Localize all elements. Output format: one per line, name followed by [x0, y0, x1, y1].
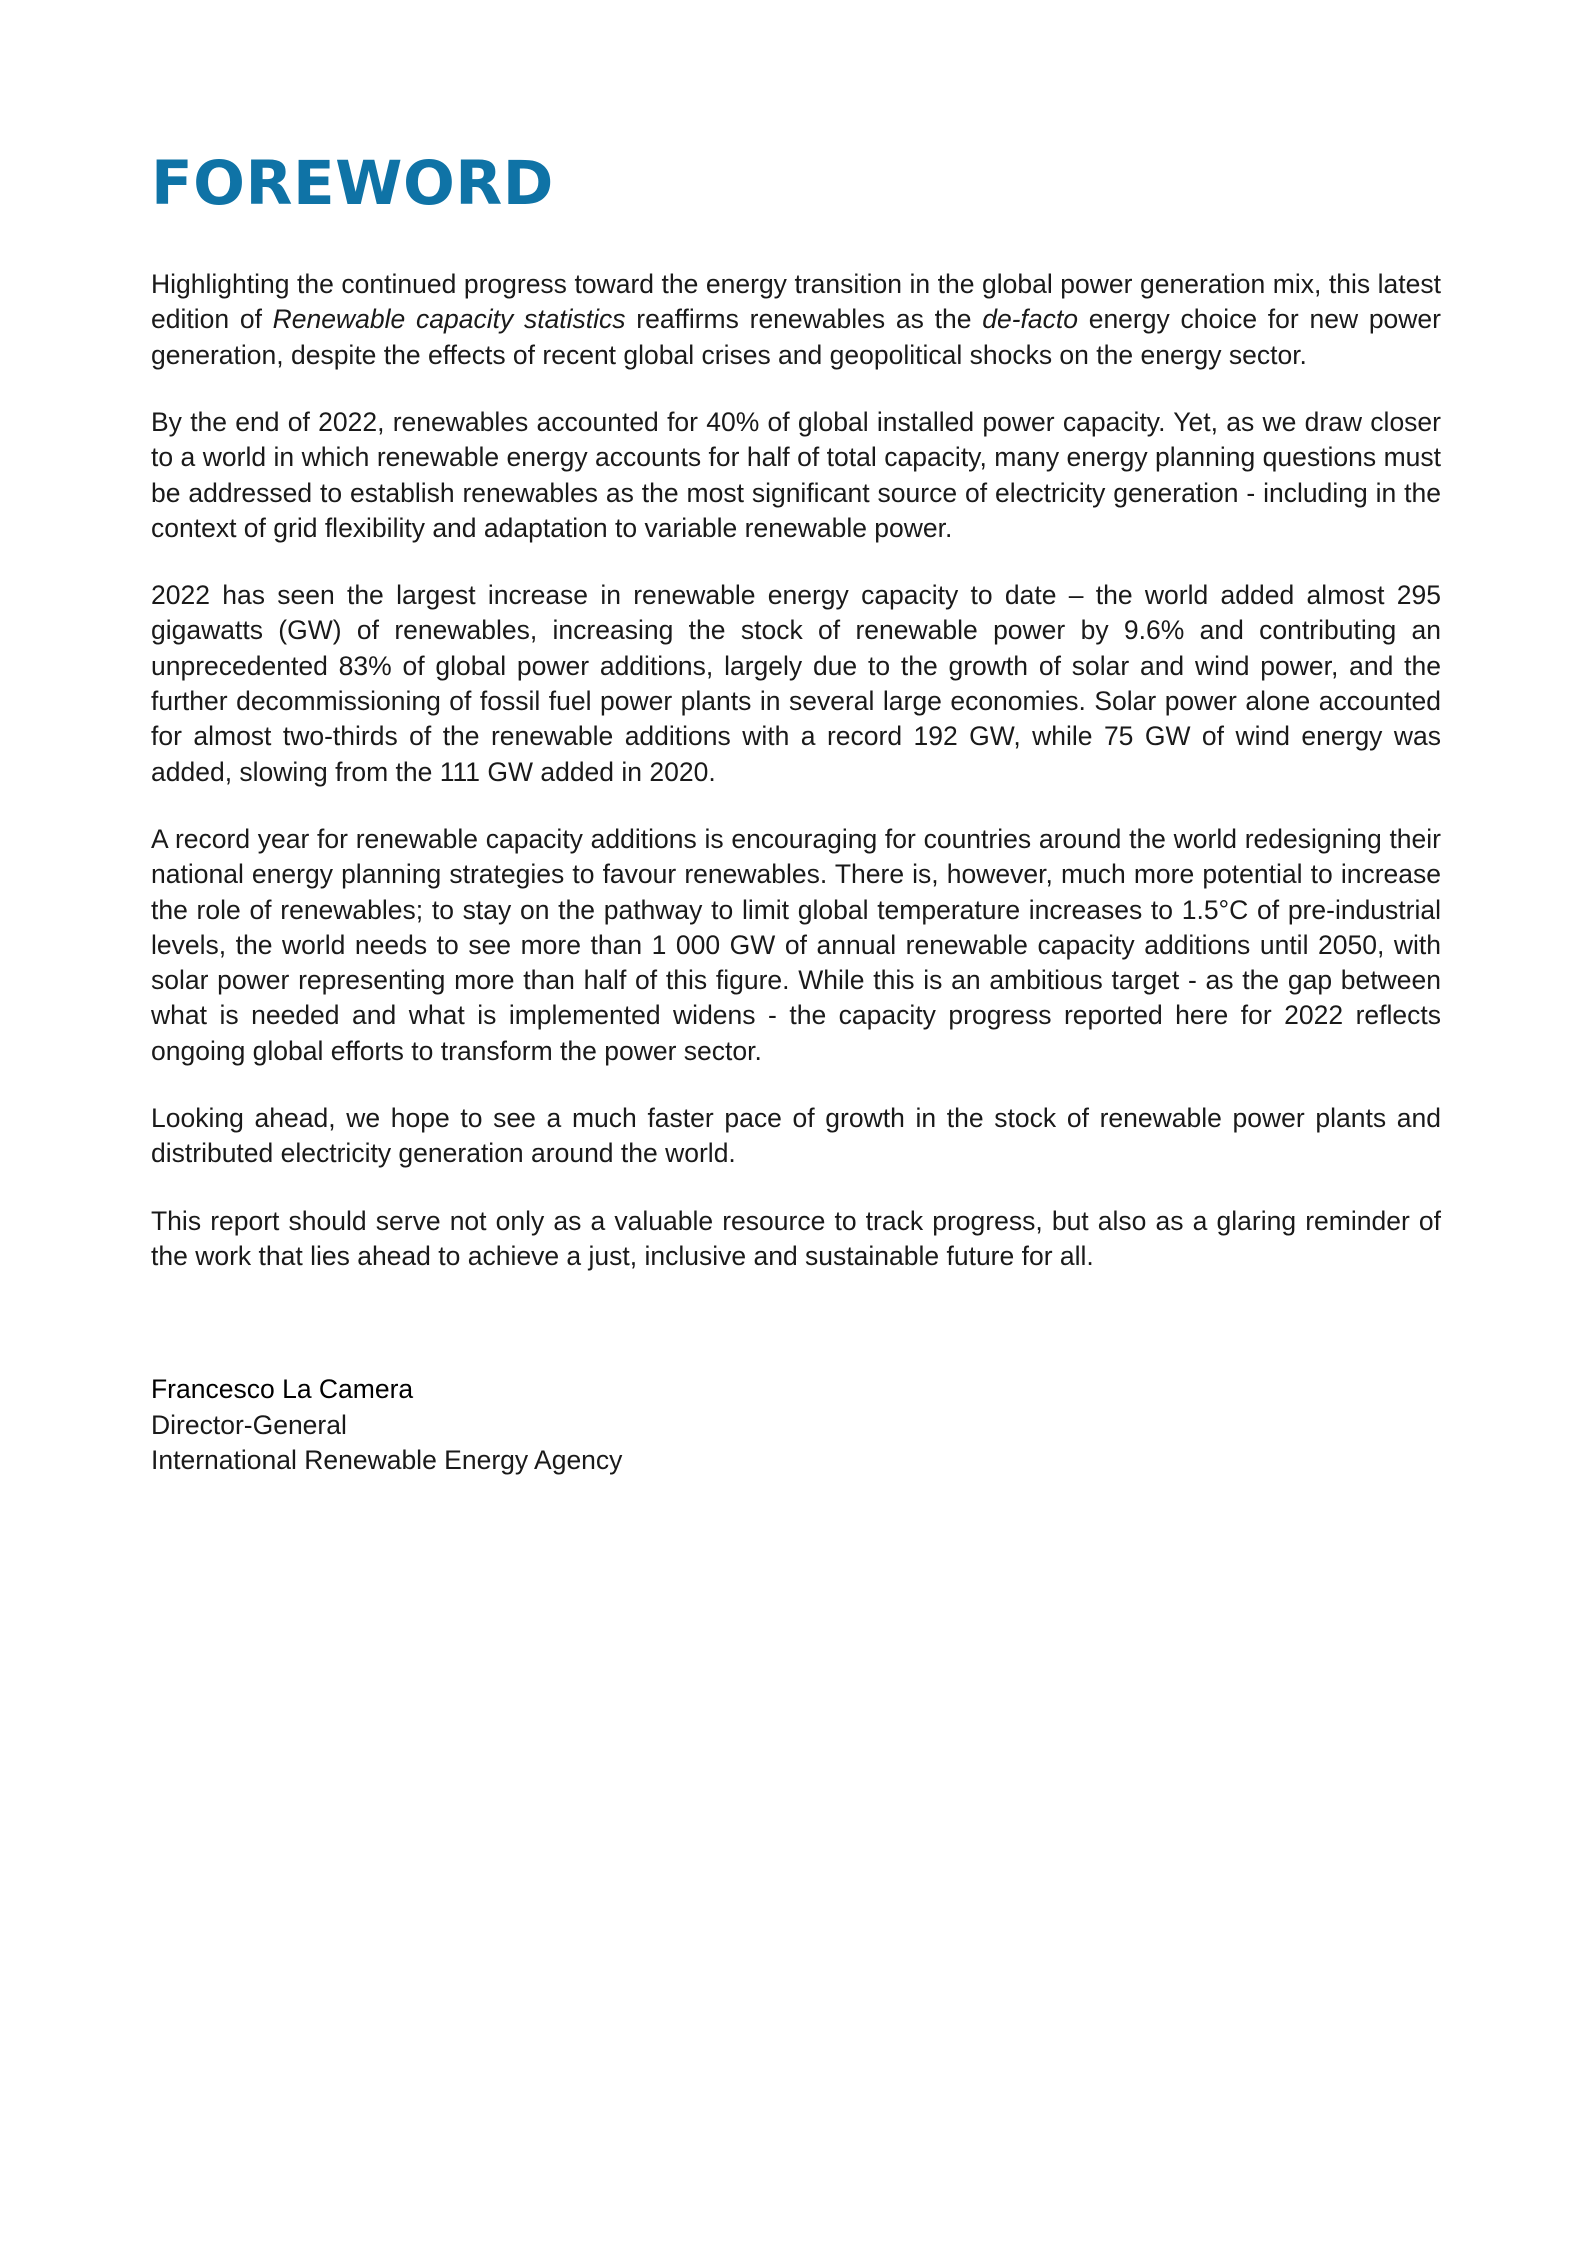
de-facto-italic: de-facto	[982, 304, 1078, 335]
paragraph-record-year: A record year for renewable capacity additions is encouraging for countries around the world redesigning their national energy planning strategies to favour renewables. There is, however, much more potential to increase the role of renewables; to stay on the pathway to limit global temperature increases to 1.5°C of pre-industrial levels, the world needs to see more than 1 000 GW of annual renewable capacity additions until 2050, with solar power representing more than half of this figure. While this is an ambitious target - as the gap between what is needed and what is implemented widens - the capacity progress reported here for 2022 reflects ongoing global efforts to transform the power sector.	[151, 823, 1441, 1066]
paragraph-2022-additions: 2022 has seen the largest increase in renewable energy capacity to date – the world added almost 295 gigawatts (GW) of renewables, increasing the stock of renewable power by 9.6% and contributing an unprecedented 83% of global power additions, largely due to the growth of solar and wind power, and the further decommissioning of fossil fuel power plants in several large economies. Solar power alone accounted for almost two-thirds of the renewable additions with a record 192 GW, while 75 GW of wind energy was added, slowing from the 111 GW added in 2020.	[151, 580, 1441, 787]
paragraph-intro-text-2: reaffirms renewables as the	[625, 304, 983, 335]
page-title: FOREWORD	[151, 148, 554, 219]
signatory-organization: International Renewable Energy Agency	[151, 1445, 623, 1476]
paragraph-intro	[151, 267, 1441, 373]
paragraph-intro-text-3: energy choice for new power generation, despite the effects of recent global crises and geopolitical shocks on the energy sector.	[151, 304, 1441, 370]
signatory-name: Francesco La Camera	[151, 1374, 414, 1405]
paragraph-report-purpose: This report should serve not only as a valuable resource to track progress, but also as a glaring reminder of the work that lies ahead to achieve a just, inclusive and sustainable future for all.	[151, 1205, 1441, 1271]
paragraph-capacity-share: By the end of 2022, renewables accounted for 40% of global installed power capacity. Yet, as we draw closer to a world in which renewable energy accounts for half of total capacity, many energy planning questions must be addressed to establish renewables as the most significant source of electricity generation - including in the context of grid flexibility and adaptation to variable renewable power.	[151, 406, 1441, 543]
foreword-page	[151, 150, 1441, 1479]
signature-block	[151, 1372, 1441, 1479]
report-title-italic: Renewable capacity statistics	[272, 304, 626, 335]
paragraph-intro-text-1: Highlighting the continued progress toward the energy transition in the global power generation mix, this latest edition of	[151, 269, 1441, 335]
signatory-role: Director-General	[151, 1409, 347, 1440]
paragraph-looking-ahead: Looking ahead, we hope to see a much faster pace of growth in the stock of renewable power plants and distributed electricity generation around the world.	[151, 1103, 1441, 1169]
